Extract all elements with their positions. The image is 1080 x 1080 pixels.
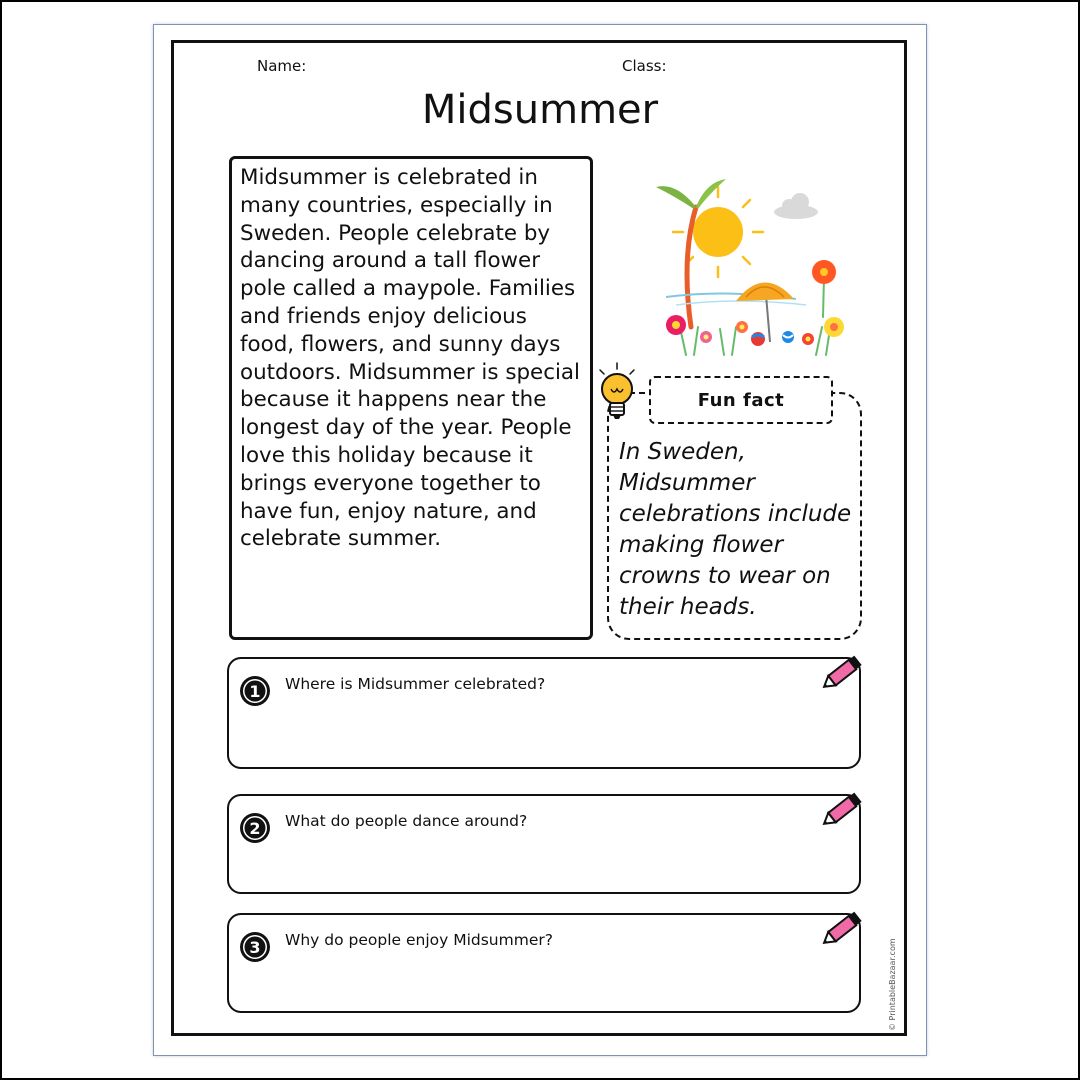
pencil-icon xyxy=(817,786,869,832)
worksheet xyxy=(153,24,927,1056)
number-badge-1-icon xyxy=(239,675,271,707)
page-title: Midsummer xyxy=(421,87,659,133)
question-number-2: 2 xyxy=(249,819,261,838)
class-label: Class: xyxy=(622,57,667,75)
question-number-3: 3 xyxy=(249,938,261,957)
question-text-1: Where is Midsummer celebrated? xyxy=(285,675,546,693)
reading-passage-text: Midsummer is celebrated in many countries, especially in Sweden. People celebrate by dancing around a tall flower pole called a maypole. Families and friends enjoy delicious food, flowers, and sunny days outdoors. Midsummer is special because it happens near the longest day of the year. People love this holiday because it brings everyone together to have fun, enjoy nature, and celebrate summer. xyxy=(240,165,580,552)
summer-beach-illustration xyxy=(646,177,846,357)
question-number-1: 1 xyxy=(249,682,261,701)
question-box-1[interactable] xyxy=(227,657,861,769)
fun-fact-heading: Fun fact xyxy=(649,376,833,424)
pencil-icon xyxy=(817,649,869,695)
lightbulb-icon xyxy=(594,361,640,425)
copyright-watermark: © PrintableBazaar.com xyxy=(888,938,897,1031)
pencil-icon xyxy=(817,905,869,951)
question-text-3: Why do people enjoy Midsummer? xyxy=(285,931,553,949)
number-badge-3-icon xyxy=(239,931,271,963)
name-label: Name: xyxy=(257,57,307,75)
question-text-2: What do people dance around? xyxy=(285,812,528,830)
reading-passage-box xyxy=(229,156,593,640)
fun-fact-text: In Sweden, Midsummer celebrations include making flower crowns to wear on their heads. xyxy=(619,439,852,620)
question-box-3[interactable] xyxy=(227,913,861,1013)
number-badge-2-icon xyxy=(239,812,271,844)
question-box-2[interactable] xyxy=(227,794,861,894)
